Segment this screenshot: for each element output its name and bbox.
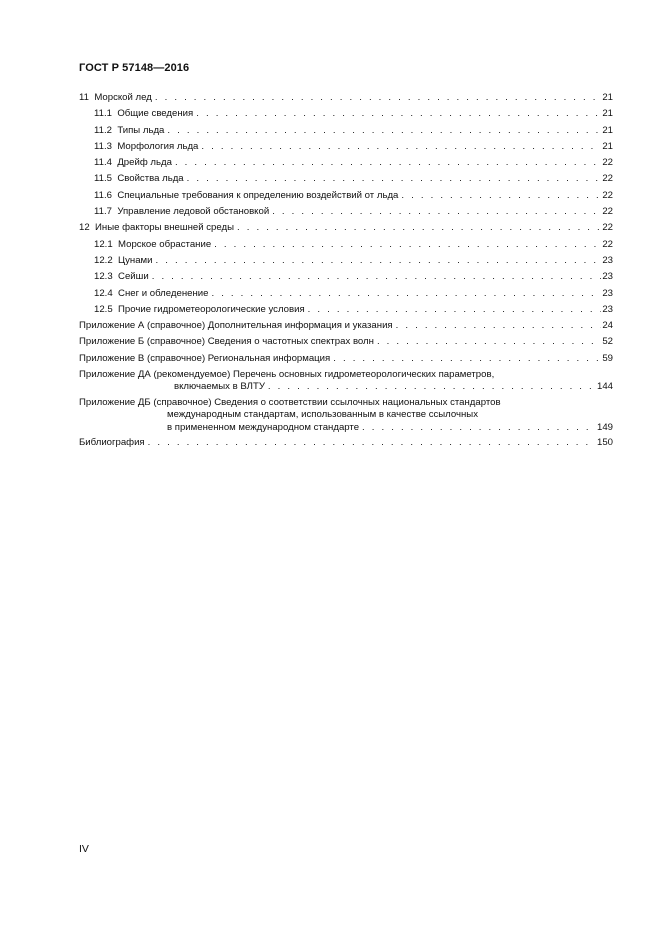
leader-dots — [148, 437, 596, 448]
toc-entry-label — [94, 288, 208, 299]
toc-entry-number: 12 — [79, 222, 90, 234]
bibliography-page: 150 — [596, 437, 613, 448]
toc-entry-label — [94, 173, 184, 184]
toc-entry-title: Сейши — [118, 271, 149, 283]
toc-entry-label — [94, 108, 193, 119]
toc-entry-number: 11.7 — [94, 206, 112, 218]
appendix-title-line: включаемых в ВЛТУ — [174, 381, 265, 393]
toc-entry-page: 22 — [602, 157, 613, 169]
toc-entry-page: 22 — [602, 238, 613, 250]
leader-dots — [362, 422, 596, 433]
toc-entry-number: 12.3 — [94, 271, 113, 283]
appendix-title-line: Приложение ДА (рекомендуемое) Перечень основных гидрометеорологических параметров, — [79, 369, 495, 381]
appendix-title-line: в примененном международном стандарте — [167, 421, 360, 433]
toc-entry-number: 11.6 — [94, 189, 112, 201]
leader-dots — [196, 108, 601, 119]
toc-entry-12-2[interactable] — [79, 255, 613, 271]
toc-entry-title: Специальные требования к определению воздействий от льда — [117, 189, 399, 201]
toc-entry-number: 12.2 — [94, 254, 113, 266]
toc-entry-label — [79, 92, 152, 103]
toc-entry-number: 11.3 — [94, 140, 112, 152]
leader-dots — [237, 222, 601, 233]
toc-entry-label — [94, 304, 305, 315]
leader-dots — [156, 255, 602, 266]
toc-entry-label — [94, 125, 164, 136]
leader-dots — [187, 173, 602, 184]
toc-entry-title: Цунами — [118, 254, 153, 266]
appendix-title: Приложение В (справочное) Региональная информация — [79, 352, 331, 364]
toc-entry-page: 21 — [602, 140, 613, 152]
appendix-title-continuation — [79, 381, 613, 393]
toc-appendix-v[interactable] — [79, 353, 613, 369]
appendix-title-line: международным стандартам, использованным в качестве ссылочных — [167, 409, 478, 421]
toc-entry-number: 11.2 — [94, 124, 112, 136]
toc-appendix-da[interactable] — [79, 369, 613, 394]
toc-entry-number: 12.4 — [94, 287, 113, 299]
leader-dots — [308, 304, 602, 315]
toc-entry-page: 23 — [602, 303, 613, 315]
leader-dots — [152, 271, 602, 282]
toc-entry-12-5[interactable] — [79, 304, 613, 320]
appendix-page: 59 — [602, 352, 613, 364]
leader-dots — [396, 320, 602, 331]
toc-entry-page: 22 — [602, 222, 613, 234]
toc-entry-number: 11.4 — [94, 157, 112, 169]
toc-entry-title: Морской лед — [94, 92, 152, 103]
toc-entry-label — [94, 206, 269, 217]
appendix-page: 144 — [596, 381, 613, 393]
toc-entry-12[interactable] — [79, 222, 613, 238]
toc-entry-title: Снег и обледенение — [118, 287, 209, 299]
leader-dots — [175, 157, 601, 168]
toc-entry-title: Иные факторы внешней среды — [95, 222, 234, 234]
toc-entry-12-3[interactable] — [79, 271, 613, 287]
appendix-title: Приложение Б (справочное) Сведения о частотных спектрах волн — [79, 336, 374, 348]
toc-entry-page: 23 — [602, 287, 613, 299]
toc-entry-11-2[interactable] — [79, 125, 613, 141]
leader-dots — [401, 190, 601, 201]
toc-entry-label — [94, 190, 398, 201]
toc-entry-label — [94, 271, 149, 282]
toc-entry-page: 22 — [602, 206, 613, 218]
appendix-page: 52 — [602, 336, 613, 348]
leader-dots — [272, 206, 601, 217]
appendix-page: 24 — [602, 320, 613, 332]
toc-entry-11-5[interactable] — [79, 173, 613, 189]
toc-entry-label — [94, 141, 198, 152]
toc-entry-title: Морское обрастание — [118, 238, 212, 250]
toc-entry-title: Прочие гидрометеорологические условия — [118, 303, 305, 315]
appendix-page: 149 — [596, 421, 613, 433]
toc-entry-title: Управление ледовой обстановкой — [117, 206, 270, 218]
toc-entry-title: Типы льда — [117, 124, 165, 136]
toc-appendix-a[interactable] — [79, 320, 613, 336]
page-number: IV — [79, 843, 89, 855]
toc-appendix-db[interactable] — [79, 397, 613, 434]
toc-entry-12-4[interactable] — [79, 288, 613, 304]
leader-dots — [268, 381, 596, 392]
toc-entry-page: 21 — [602, 92, 613, 103]
toc-entry-11-6[interactable] — [79, 190, 613, 206]
toc-entry-page: 22 — [602, 189, 613, 201]
toc-entry-11-7[interactable] — [79, 206, 613, 222]
document-header: ГОСТ Р 57148—2016 — [79, 62, 190, 74]
toc-bibliography[interactable] — [79, 437, 613, 453]
toc-entry-number: 11 — [79, 92, 89, 103]
toc-appendix-b[interactable] — [79, 336, 613, 352]
toc-entry-title: Дрейф льда — [117, 157, 172, 169]
toc-entry-number: 11.1 — [94, 108, 112, 120]
appendix-title-line: Приложение ДБ (справочное) Сведения о соответствии ссылочных национальных стандартов — [79, 396, 501, 408]
leader-dots — [333, 353, 601, 364]
bibliography-title: Библиография — [79, 437, 145, 448]
toc-entry-page: 21 — [602, 124, 613, 136]
appendix-title: Приложение А (справочное) Дополнительная информация и указания — [79, 320, 393, 332]
toc-entry-11-1[interactable] — [79, 108, 613, 124]
toc-entry-title: Свойства льда — [117, 173, 184, 185]
toc-entry-page: 23 — [602, 271, 613, 283]
toc-entry-page: 22 — [602, 173, 613, 185]
toc-entry-title: Общие сведения — [117, 108, 194, 120]
leader-dots — [214, 239, 601, 250]
toc-entry-label — [94, 239, 211, 250]
leader-dots — [211, 288, 601, 299]
toc-entry-page: 23 — [602, 254, 613, 266]
toc-entry-page: 21 — [602, 108, 613, 120]
toc-entry-11[interactable] — [79, 92, 613, 108]
toc-entry-11-3[interactable] — [79, 141, 613, 157]
leader-dots — [377, 336, 601, 347]
toc-entry-number: 11.5 — [94, 173, 112, 185]
toc-entry-label — [94, 255, 153, 266]
leader-dots — [167, 125, 601, 136]
leader-dots — [201, 141, 601, 152]
toc-entry-number: 12.1 — [94, 238, 113, 250]
toc-entry-label — [94, 157, 172, 168]
toc-entry-11-4[interactable] — [79, 157, 613, 173]
toc-entry-number: 12.5 — [94, 303, 113, 315]
toc-entry-label — [79, 222, 234, 233]
toc-entry-12-1[interactable] — [79, 239, 613, 255]
toc-entry-title: Морфология льда — [117, 140, 199, 152]
appendix-title-continuation — [79, 422, 613, 434]
leader-dots — [155, 92, 601, 103]
table-of-contents — [79, 92, 613, 453]
